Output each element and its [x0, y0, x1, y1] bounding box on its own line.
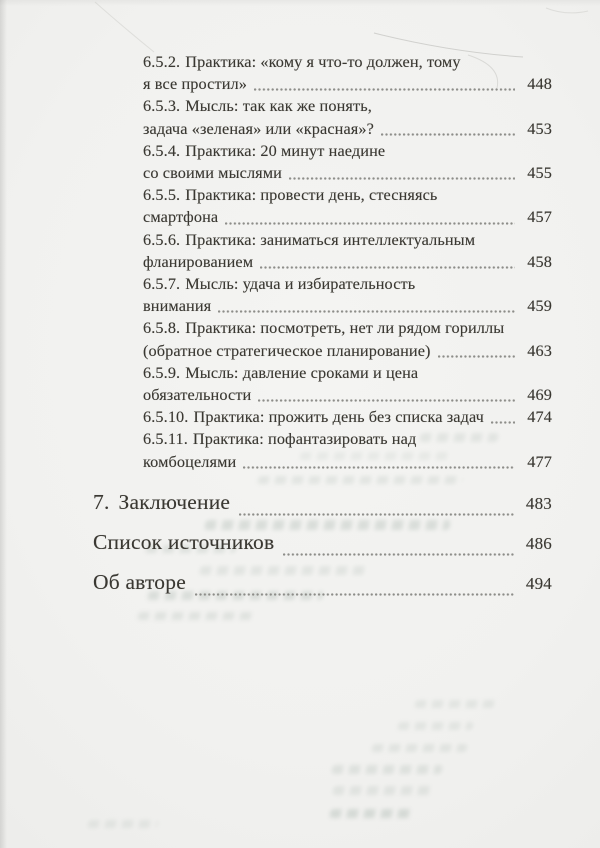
toc-entry [143, 428, 552, 472]
toc-entry-title: Практика: 20 минут наедине [185, 140, 386, 160]
toc-entry-title-continued: я все простил» [143, 74, 247, 94]
toc-entry-title: Практика: «кому я что-то должен, тому [185, 52, 461, 71]
table-of-contents [93, 51, 552, 603]
toc-entry-number: 6.5.7. [143, 274, 181, 294]
toc-entry-number: 6.5.8. [143, 318, 181, 338]
toc-entry-title: Практика: пофантазировать над [192, 429, 417, 449]
toc-entry [143, 362, 552, 406]
toc-section-title: Об авторе [93, 569, 186, 594]
toc-entry-title-line [143, 140, 552, 162]
toc-section-title: Заключение [118, 489, 231, 514]
toc-entry-number: 6.5.3. [143, 96, 181, 116]
toc-entry-number: 6.5.11. [143, 429, 188, 449]
toc-section-title: Список источников [93, 529, 275, 554]
toc-entry-title-continued: комбоцелями [143, 451, 237, 471]
toc-entry-title: Практика: заниматься интеллектуальным [185, 229, 476, 249]
toc-entry-number: 6.5.5. [143, 185, 181, 205]
toc-entry-title: Мысль: так как же понять, [185, 96, 372, 116]
toc-entry [143, 229, 552, 273]
toc-entry-continuation-line [143, 384, 552, 406]
bleed-through-mark [331, 765, 442, 774]
page-number: 458 [527, 251, 552, 271]
toc-entry-title-continued: (обратное стратегическое планирование) [143, 340, 431, 360]
dot-leader [243, 466, 515, 469]
toc-section [93, 563, 552, 603]
page-number: 448 [527, 74, 552, 94]
toc-entry-continuation-line [143, 73, 552, 95]
toc-entry-title-continued: внимания [143, 296, 212, 316]
toc-entry-continuation-line [143, 118, 552, 140]
bleed-through-mark [414, 700, 495, 708]
toc-section-number: 7. [93, 489, 110, 514]
toc-entry-title-continued: обязательности [143, 385, 252, 405]
toc-entry-title-continued: фланированием [143, 251, 254, 271]
toc-entry-title: Мысль: удача и избирательность [185, 274, 416, 294]
page-number: 483 [525, 493, 552, 513]
bleed-through-mark [137, 612, 253, 620]
toc-entry-title: Практика: прожить день без списка задач [193, 407, 484, 427]
toc-entry-number: 6.5.10. [143, 407, 189, 427]
toc-entry [143, 95, 552, 139]
page-number: 486 [525, 533, 552, 553]
toc-entry-continuation-line [143, 340, 552, 362]
page-number: 477 [527, 451, 552, 471]
bleed-through-mark [371, 744, 467, 752]
toc-entry-number: 6.5.6. [143, 229, 181, 249]
page-number: 457 [527, 207, 552, 227]
toc-entry [143, 406, 552, 428]
dot-leader [260, 266, 515, 269]
dot-leader [283, 553, 514, 556]
dot-leader [258, 399, 515, 402]
toc-entry [143, 140, 552, 184]
page-top-edge-shadow [0, 0, 600, 6]
toc-entry-number: 6.5.2. [143, 52, 181, 71]
dot-leader [239, 513, 514, 516]
page-number: 474 [527, 407, 552, 427]
page-number: 469 [527, 385, 552, 405]
toc-entry-number: 6.5.9. [143, 362, 181, 382]
dot-leader [225, 222, 515, 225]
toc-section [93, 483, 552, 523]
toc-entry-continuation-line [143, 295, 552, 317]
bleed-through-mark [332, 786, 433, 795]
toc-entry-title-line [143, 51, 552, 73]
toc-entry-title-line [143, 406, 552, 428]
toc-entry-title-line [143, 362, 552, 384]
toc-entry-title-line [143, 229, 552, 251]
bleed-through-mark [329, 809, 415, 818]
page-number: 459 [527, 296, 552, 316]
toc-section [93, 523, 552, 563]
toc-entry-title-line [143, 273, 552, 295]
toc-entry-title: Практика: посмотреть, нет ли рядом гориллы [185, 318, 505, 338]
toc-subsection-list [143, 51, 552, 473]
page-number: 453 [527, 118, 552, 138]
dot-leader [438, 355, 515, 358]
dot-leader [195, 593, 514, 596]
toc-entry [143, 317, 552, 361]
toc-entry-title-continued: со своими мыслями [143, 163, 282, 183]
toc-entry-continuation-line [143, 162, 552, 184]
page-number: 494 [525, 573, 552, 593]
toc-entry-title-line [143, 317, 552, 339]
toc-entry-title-continued: задача «зеленая» или «красная»? [143, 118, 374, 138]
toc-section-list [93, 483, 552, 603]
toc-entry-title-continued: смартфона [143, 207, 219, 227]
dot-leader [381, 133, 515, 136]
dot-leader [218, 310, 515, 313]
toc-entry [143, 273, 552, 317]
toc-entry [143, 51, 552, 95]
toc-entry-title-line [143, 184, 552, 206]
dot-leader [254, 88, 515, 91]
bleed-through-mark [87, 820, 158, 828]
toc-entry-title: Практика: провести день, стесняясь [185, 185, 438, 205]
toc-entry-title-line [143, 95, 552, 117]
page-number: 455 [527, 163, 552, 183]
toc-entry-continuation-line [143, 451, 552, 473]
toc-entry [143, 184, 552, 228]
page-number: 463 [527, 340, 552, 360]
toc-entry-title: Мысль: давление сроками и цена [185, 362, 419, 382]
dot-leader [491, 421, 515, 424]
toc-entry-title-line [143, 428, 552, 450]
bleed-through-mark [397, 722, 473, 730]
toc-entry-continuation-line [143, 206, 552, 228]
toc-entry-number: 6.5.4. [143, 140, 181, 160]
dot-leader [289, 177, 515, 180]
page-left-edge-shadow [0, 0, 7, 848]
toc-entry-continuation-line [143, 251, 552, 273]
